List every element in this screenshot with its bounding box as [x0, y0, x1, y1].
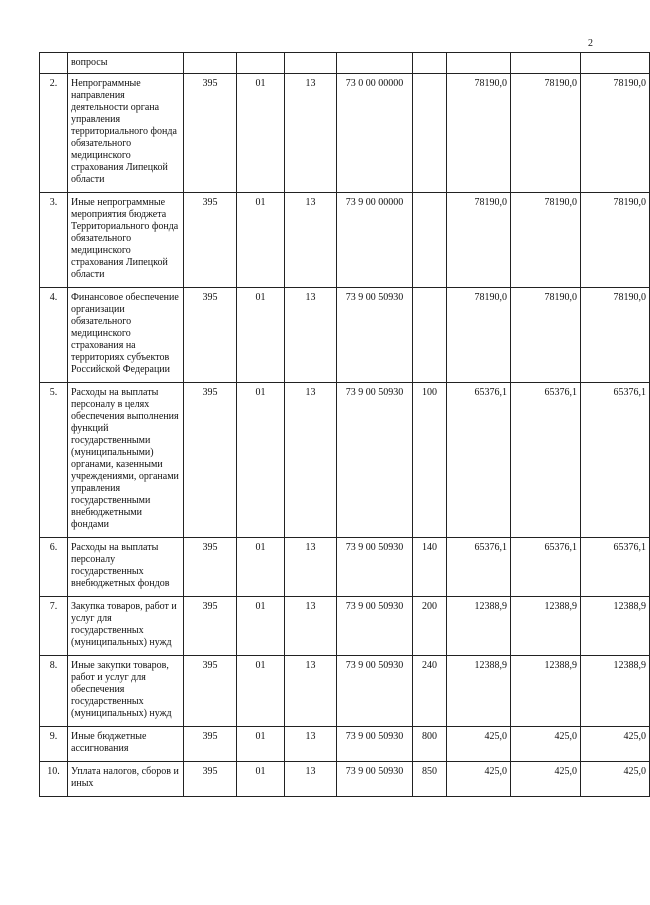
row-rz-cell: 01 [237, 656, 285, 727]
row-grbs-cell: 395 [184, 383, 237, 538]
row-rz-cell: 01 [237, 762, 285, 797]
row-sum2-cell: 12388,9 [511, 597, 581, 656]
row-grbs-cell: 395 [184, 74, 237, 193]
row-name-cell: Непрограммные направления деятельности органа управления территориального фонда обязательного медицинского страхования Липецкой области [68, 74, 184, 193]
row-sum3-cell: 12388,9 [581, 597, 650, 656]
row-number-cell: 4. [40, 288, 68, 383]
row-pr-cell: 13 [285, 762, 337, 797]
row-rz-cell: 01 [237, 727, 285, 762]
row-vr-cell [413, 193, 447, 288]
row-sum3-cell: 12388,9 [581, 656, 650, 727]
table-row [40, 762, 650, 797]
row-name-cell: Уплата налогов, сборов и иных [68, 762, 184, 797]
row-csr-cell: 73 9 00 50930 [337, 383, 413, 538]
row-sum3-cell: 78190,0 [581, 193, 650, 288]
row-sum1-cell: 12388,9 [447, 656, 511, 727]
row-csr-cell: 73 9 00 50930 [337, 538, 413, 597]
row-vr-cell [413, 288, 447, 383]
row-csr-cell: 73 9 00 50930 [337, 597, 413, 656]
row-number-cell: 5. [40, 383, 68, 538]
row-sum1-cell: 78190,0 [447, 288, 511, 383]
row-pr-cell: 13 [285, 538, 337, 597]
table-row [40, 383, 650, 538]
row-sum2-cell: 425,0 [511, 762, 581, 797]
page-number: 2 [588, 38, 593, 49]
row-grbs-cell: 395 [184, 288, 237, 383]
row-sum2-cell: 425,0 [511, 727, 581, 762]
row-csr-cell: 73 9 00 50930 [337, 288, 413, 383]
table-row [40, 288, 650, 383]
row-csr-cell: 73 9 00 50930 [337, 762, 413, 797]
table-row [40, 74, 650, 193]
row-csr-cell: 73 0 00 00000 [337, 74, 413, 193]
row-sum3-cell: 65376,1 [581, 538, 650, 597]
row-csr-cell: 73 9 00 50930 [337, 727, 413, 762]
row-pr-cell: 13 [285, 74, 337, 193]
row-vr-cell: 100 [413, 383, 447, 538]
row-number-cell: 10. [40, 762, 68, 797]
row-pr-cell: 13 [285, 383, 337, 538]
table-row [40, 597, 650, 656]
row-rz-cell: 01 [237, 597, 285, 656]
row-number-cell: 7. [40, 597, 68, 656]
row-csr-cell: 73 9 00 00000 [337, 193, 413, 288]
row-sum1-cell: 65376,1 [447, 383, 511, 538]
row-sum2-cell: 65376,1 [511, 383, 581, 538]
row-name-cell: Закупка товаров, работ и услуг для государственных (муниципальных) нужд [68, 597, 184, 656]
row-sum3-cell: 425,0 [581, 762, 650, 797]
row-grbs-cell: 395 [184, 538, 237, 597]
row-sum3-cell: 425,0 [581, 727, 650, 762]
row-grbs-cell: 395 [184, 762, 237, 797]
row-sum1-cell: 425,0 [447, 762, 511, 797]
row-vr-cell: 200 [413, 597, 447, 656]
row-sum2-cell: 65376,1 [511, 538, 581, 597]
row-pr-cell: 13 [285, 288, 337, 383]
row-sum2-cell: 12388,9 [511, 656, 581, 727]
row-sum1-cell: 425,0 [447, 727, 511, 762]
table-row [40, 193, 650, 288]
row-grbs-cell: 395 [184, 656, 237, 727]
row-name-cell: Финансовое обеспечение организации обязательного медицинского страхования на территориях субъектов Российской Федерации [68, 288, 184, 383]
table-row [40, 656, 650, 727]
row-pr-cell: 13 [285, 597, 337, 656]
row-sum2-cell: 78190,0 [511, 288, 581, 383]
row-pr-cell: 13 [285, 193, 337, 288]
row-name-cell: Иные закупки товаров, работ и услуг для обеспечения государственных (муниципальных) нужд [68, 656, 184, 727]
row-name-cell: Расходы на выплаты персоналу государственных внебюджетных фондов [68, 538, 184, 597]
row-name-cell: Иные бюджетные ассигнования [68, 727, 184, 762]
row-number-cell: 6. [40, 538, 68, 597]
row-rz-cell: 01 [237, 288, 285, 383]
row-name-cell: вопросы [68, 53, 184, 74]
row-vr-cell: 800 [413, 727, 447, 762]
row-sum3-cell: 78190,0 [581, 288, 650, 383]
row-rz-cell: 01 [237, 74, 285, 193]
row-rz-cell: 01 [237, 193, 285, 288]
table-body [40, 53, 650, 797]
row-vr-cell [413, 74, 447, 193]
row-sum1-cell: 78190,0 [447, 193, 511, 288]
table-row [40, 727, 650, 762]
row-grbs-cell: 395 [184, 597, 237, 656]
row-vr-cell: 140 [413, 538, 447, 597]
row-number-cell: 3. [40, 193, 68, 288]
row-name-cell: Иные непрограммные мероприятия бюджета Территориального фонда обязательного медицинского страхования Липецкой области [68, 193, 184, 288]
row-grbs-cell: 395 [184, 727, 237, 762]
row-sum2-cell: 78190,0 [511, 74, 581, 193]
row-rz-cell: 01 [237, 383, 285, 538]
continuation-row [40, 53, 650, 74]
row-number-cell [40, 53, 68, 74]
row-sum1-cell: 12388,9 [447, 597, 511, 656]
row-number-cell: 9. [40, 727, 68, 762]
row-grbs-cell: 395 [184, 193, 237, 288]
row-vr-cell: 240 [413, 656, 447, 727]
row-csr-cell: 73 9 00 50930 [337, 656, 413, 727]
table-row [40, 538, 650, 597]
row-name-cell: Расходы на выплаты персоналу в целях обеспечения выполнения функций государственными (муниципальными) органами, казенными учреждениями, органами управления государственными внебюджетными фондами [68, 383, 184, 538]
budget-table [39, 52, 650, 797]
row-vr-cell: 850 [413, 762, 447, 797]
row-number-cell: 8. [40, 656, 68, 727]
row-sum1-cell: 65376,1 [447, 538, 511, 597]
row-sum3-cell: 65376,1 [581, 383, 650, 538]
row-pr-cell: 13 [285, 656, 337, 727]
row-sum1-cell: 78190,0 [447, 74, 511, 193]
row-sum2-cell: 78190,0 [511, 193, 581, 288]
row-rz-cell: 01 [237, 538, 285, 597]
row-number-cell: 2. [40, 74, 68, 193]
row-sum3-cell: 78190,0 [581, 74, 650, 193]
row-pr-cell: 13 [285, 727, 337, 762]
